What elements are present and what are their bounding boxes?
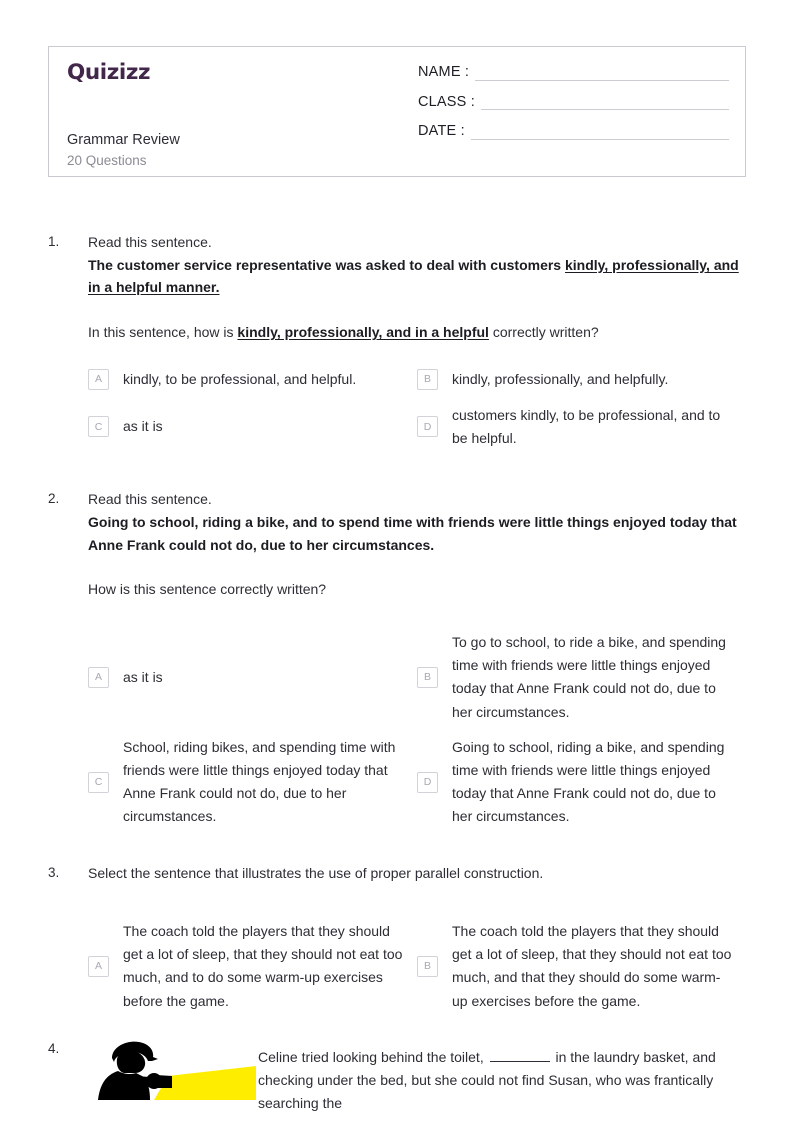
date-field-input[interactable] bbox=[471, 125, 729, 140]
name-field-row bbox=[418, 65, 729, 81]
question-1 bbox=[0, 231, 794, 456]
question-1-option-b[interactable] bbox=[417, 362, 746, 398]
question-1-options bbox=[88, 362, 746, 456]
question-2-sentence: Going to school, riding a bike, and to spend time with friends were little things enjoyed today that Anne Frank could not do, due to her circumstances. bbox=[88, 513, 737, 553]
question-2-instruction: Read this sentence. bbox=[88, 491, 212, 508]
question-1-prompt bbox=[88, 321, 746, 344]
student-info-fields bbox=[404, 47, 745, 176]
question-3-option-b[interactable] bbox=[417, 906, 746, 1026]
quiz-title: Grammar Review bbox=[67, 131, 180, 148]
question-3-prompt: Select the sentence that illustrates the use of proper parallel construction. bbox=[88, 864, 544, 881]
option-text-a: as it is bbox=[123, 668, 163, 685]
option-text-a: kindly, to be professional, and helpful. bbox=[123, 371, 357, 388]
class-field-input[interactable] bbox=[481, 95, 729, 110]
option-text-c: as it is bbox=[123, 418, 163, 435]
class-field-row bbox=[418, 95, 729, 111]
question-4-text-pre: Celine tried looking behind the toilet, bbox=[258, 1049, 488, 1066]
question-4 bbox=[0, 1038, 794, 1114]
question-1-option-d[interactable] bbox=[417, 398, 746, 456]
question-2-options bbox=[88, 625, 746, 835]
question-2-option-d[interactable] bbox=[417, 730, 746, 835]
detective-silhouette-icon bbox=[88, 1038, 258, 1100]
question-2-option-b[interactable] bbox=[417, 625, 746, 730]
question-2-option-a[interactable] bbox=[88, 625, 417, 730]
option-text-b: The coach told the players that they should get a lot of sleep, that they should not eat too much, and that they should do some warm-up exercises before the game. bbox=[452, 922, 732, 1009]
option-letter-c: C bbox=[88, 416, 109, 437]
question-1-sentence-underlined: kindly, professionally, and in a helpful manner. bbox=[88, 256, 739, 296]
question-1-instruction: Read this sentence. bbox=[88, 234, 212, 250]
option-letter-a: A bbox=[88, 667, 109, 688]
option-text-d: customers kindly, to be professional, and to be helpful. bbox=[452, 406, 721, 446]
question-2-option-c[interactable] bbox=[88, 730, 417, 835]
option-text-b: To go to school, to ride a bike, and spending time with friends were little things enjoyed today that Anne Frank could not do, due to her circumstances. bbox=[452, 633, 726, 720]
date-field-row bbox=[418, 124, 729, 140]
option-text-a: The coach told the players that they should get a lot of sleep, that they should not eat too much, and to do some warm-up exercises before the game. bbox=[123, 922, 403, 1009]
question-2-number: 2. bbox=[48, 491, 60, 507]
option-text-c: School, riding bikes, and spending time with friends were little things enjoyed today that Anne Frank could not do, due to her circumstances. bbox=[123, 738, 396, 825]
quizizz-logo: Quizizz bbox=[67, 60, 151, 85]
name-field-input[interactable] bbox=[475, 66, 729, 81]
option-letter-b: B bbox=[417, 956, 438, 977]
questions-list bbox=[0, 231, 794, 1115]
option-letter-d: D bbox=[417, 772, 438, 793]
question-1-prompt-post: correctly written? bbox=[488, 324, 599, 341]
question-1-option-c[interactable] bbox=[88, 398, 417, 456]
question-1-sentence bbox=[88, 254, 746, 299]
option-text-d: Going to school, riding a bike, and spending time with friends were little things enjoyed today that Anne Frank could not do, due to her circumstances. bbox=[452, 738, 725, 825]
question-2-prompt: How is this sentence correctly written? bbox=[88, 581, 327, 598]
option-text-b: kindly, professionally, and helpfully. bbox=[452, 371, 669, 388]
question-1-prompt-pre: In this sentence, how is bbox=[88, 324, 238, 341]
detective-flashlight-image bbox=[88, 1038, 258, 1100]
question-3-option-a[interactable] bbox=[88, 906, 417, 1026]
question-3-number: 3. bbox=[48, 864, 60, 880]
question-1-number: 1. bbox=[48, 234, 60, 249]
question-4-text-cut: Susan, who was frantically searching the bbox=[258, 1072, 714, 1112]
question-4-number: 4. bbox=[48, 1041, 60, 1057]
date-field-label: DATE : bbox=[418, 123, 465, 139]
question-1-option-a[interactable] bbox=[88, 362, 417, 398]
option-letter-d: D bbox=[417, 416, 438, 437]
name-field-label: NAME : bbox=[418, 64, 470, 80]
question-3 bbox=[0, 862, 794, 1027]
question-4-text-post: in the laundry basket, and checking under the bed, but she could not find bbox=[258, 1049, 716, 1089]
option-letter-a: A bbox=[88, 369, 109, 390]
class-field-label: CLASS : bbox=[418, 93, 476, 110]
header-left-column bbox=[49, 47, 404, 176]
option-letter-a: A bbox=[88, 956, 109, 977]
question-3-options bbox=[88, 906, 746, 1026]
question-2 bbox=[0, 488, 794, 835]
question-1-sentence-plain: The customer service representative was asked to deal with customers bbox=[88, 256, 565, 273]
quiz-question-count: 20 Questions bbox=[67, 153, 147, 169]
question-4-text bbox=[258, 1038, 746, 1114]
worksheet-header-card bbox=[48, 46, 746, 177]
question-1-prompt-underlined: kindly, professionally, and in a helpful bbox=[237, 324, 489, 341]
option-letter-b: B bbox=[417, 369, 438, 390]
question-4-blank[interactable] bbox=[490, 1051, 550, 1062]
option-letter-b: B bbox=[417, 667, 438, 688]
option-letter-c: C bbox=[88, 772, 109, 793]
